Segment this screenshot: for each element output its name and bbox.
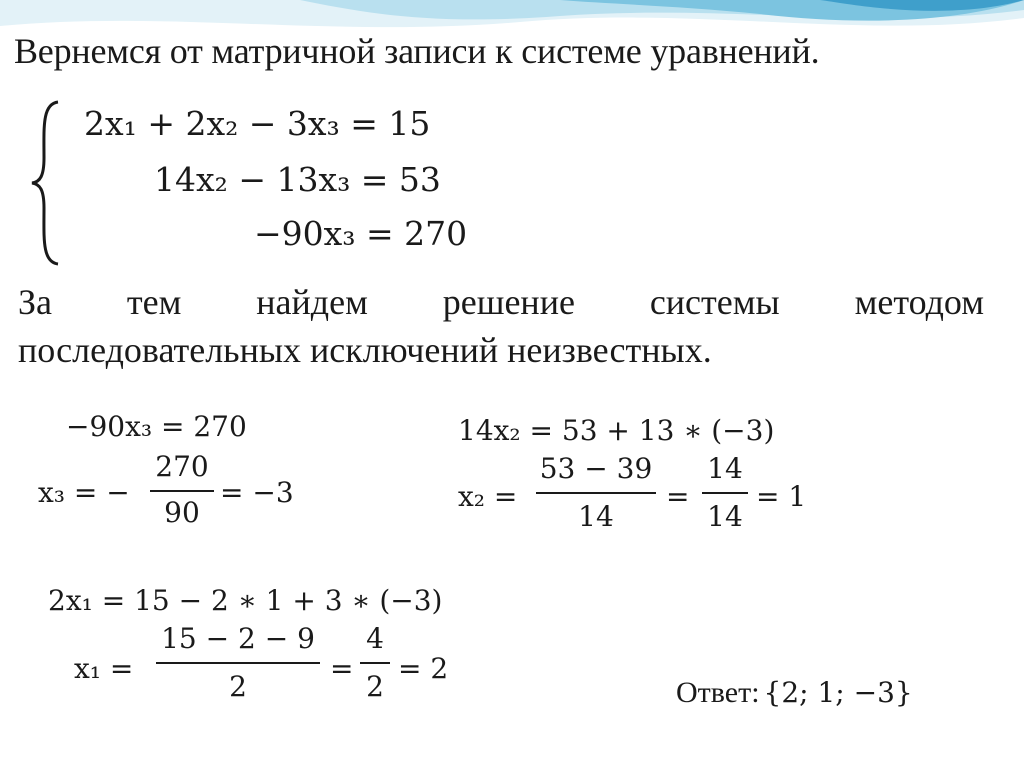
x1-equals: = [330,652,354,685]
x1-denominator-2: 2 [366,670,384,703]
x1-lhs: x₁ = [74,652,134,685]
x2-denominator-1: 14 [578,500,614,533]
x3-equation: −90x₃ = 270 [66,410,247,443]
x2-fraction-bar-1 [536,492,656,494]
x3-result: = −3 [220,476,294,509]
x3-numerator: 270 [155,450,209,483]
slide-title: Вернемся от матричной записи к системе уравнений. [14,31,820,71]
x1-equation: 2x₁ = 15 − 2 ∗ 1 + 3 ∗ (−3) [48,584,443,617]
paragraph-line-1: За тем найдем решение системы методом [18,282,984,322]
x2-lhs: x₂ = [458,480,518,513]
x1-denominator-1: 2 [229,670,247,703]
x1-numerator-2: 4 [366,622,384,655]
x1-numerator-1: 15 − 2 − 9 [161,622,315,655]
system-equation-3: −90x₃ = 270 [254,214,468,253]
answer-block [676,676,913,710]
answer-label: Ответ: [676,676,760,709]
paragraph-line-2: последовательных исключений неизвестных. [18,330,712,370]
x2-numerator-2: 14 [707,452,743,485]
system-equation-1: 2x₁ + 2x₂ − 3x₃ = 15 [84,104,431,143]
answer-value: {2; 1; −3} [763,676,913,709]
x2-fraction-bar-2 [702,492,748,494]
x2-denominator-2: 14 [707,500,743,533]
x1-fraction-bar-1 [156,662,320,664]
x1-fraction-bar-2 [360,662,390,664]
x3-denominator: 90 [164,496,200,529]
x2-result: = 1 [756,480,807,513]
left-brace [28,98,68,268]
x3-fraction-bar [150,490,214,492]
system-equation-2: 14x₂ − 13x₃ = 53 [154,160,441,199]
x2-numerator-1: 53 − 39 [539,452,653,485]
x3-lhs: x₃ = − [38,476,130,509]
x2-equals: = [666,480,690,513]
x2-equation: 14x₂ = 53 + 13 ∗ (−3) [458,414,775,447]
x1-result: = 2 [398,652,449,685]
